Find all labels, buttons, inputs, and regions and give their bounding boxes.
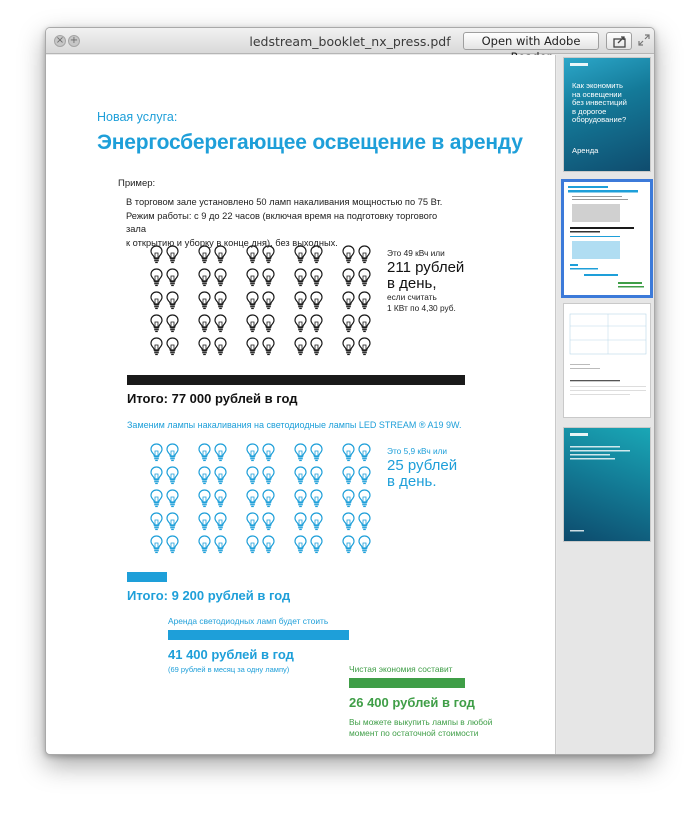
thumbnail-line: оборудование? xyxy=(572,115,627,124)
incandescent-bulb-icon xyxy=(358,268,371,287)
led-bulb-icon xyxy=(166,489,179,508)
incandescent-bulb-icon xyxy=(150,245,163,264)
led-note-top: Это 5,9 кВч или xyxy=(387,446,448,456)
led-amount-line2: в день. xyxy=(387,473,437,490)
led-bulb-icon xyxy=(294,489,307,508)
incandescent-note-bottom: если считать xyxy=(387,292,437,302)
incandescent-bulb-icon xyxy=(246,291,259,310)
share-button[interactable] xyxy=(606,32,632,50)
led-bulb-icon xyxy=(294,466,307,485)
incandescent-bulb-icon xyxy=(310,291,323,310)
led-bulb-icon xyxy=(214,466,227,485)
incandescent-amount-line2: в день, xyxy=(387,275,437,292)
led-bulb-icon xyxy=(262,512,275,531)
led-bulb-icon xyxy=(358,443,371,462)
incandescent-bulb-icon xyxy=(150,337,163,356)
led-bulb-icon xyxy=(358,535,371,554)
thumbnail-line: на освещении xyxy=(572,89,622,99)
led-bulb-icon xyxy=(310,466,323,485)
preview-window xyxy=(45,27,655,755)
led-bulb-icon xyxy=(358,489,371,508)
plus-icon: + xyxy=(69,35,79,46)
incandescent-bulb-icon xyxy=(358,245,371,264)
led-bulb-icon xyxy=(150,535,163,554)
incandescent-bulb-icon xyxy=(150,268,163,287)
led-bulb-icon xyxy=(342,535,355,554)
led-bulb-icon xyxy=(310,512,323,531)
led-bulb-icon xyxy=(310,443,323,462)
description-line: к открытию и уборку в конце дня), без выходных. xyxy=(126,237,338,248)
led-bulb-icon xyxy=(294,512,307,531)
saving-bar xyxy=(349,678,465,688)
led-bulb-icon xyxy=(214,535,227,554)
led-bulb-icon xyxy=(358,466,371,485)
incandescent-bulb-icon xyxy=(310,268,323,287)
incandescent-bulb-icon xyxy=(294,245,307,264)
replace-text: Заменим лампы накаливания на светодиодные лампы LED STREAM ® A19 9W. xyxy=(127,420,462,430)
incandescent-bulb-icon xyxy=(198,291,211,310)
led-bulb-icon xyxy=(150,443,163,462)
incandescent-bulb-icon xyxy=(342,337,355,356)
thumbnail-subtitle: Аренда xyxy=(572,146,599,155)
rent-sub: (69 рублей в месяц за одну лампу) xyxy=(168,665,290,674)
led-bulb-icon xyxy=(342,443,355,462)
incandescent-bulb-icon xyxy=(246,268,259,287)
led-bulb-icon xyxy=(342,489,355,508)
thumbnail-line: в дорогое xyxy=(572,106,607,116)
saving-note-line1: Вы можете выкупить лампы в любой xyxy=(349,717,493,727)
led-bulb-icon xyxy=(150,466,163,485)
led-amount-line1: 25 рублей xyxy=(387,457,458,474)
page-thumbnail-1[interactable] xyxy=(563,57,651,172)
rent-label: Аренда светодиодных ламп будет стоить xyxy=(168,616,329,626)
led-bulb-icon xyxy=(246,489,259,508)
incandescent-bulb-icon xyxy=(214,337,227,356)
led-bulb-icon xyxy=(214,489,227,508)
incandescent-bulb-icon xyxy=(294,314,307,333)
pdf-page xyxy=(46,55,556,755)
incandescent-bulb-icon xyxy=(310,314,323,333)
rent-amount: 41 400 рублей в год xyxy=(168,647,294,662)
led-bulb-icon xyxy=(198,443,211,462)
incandescent-total: Итого: 77 000 рублей в год xyxy=(127,391,298,406)
kicker-text: Новая услуга: xyxy=(97,110,178,124)
led-bulb-icon xyxy=(246,512,259,531)
incandescent-bulb-icon xyxy=(166,314,179,333)
led-total: Итого: 9 200 рублей в год xyxy=(127,588,291,603)
incandescent-cost-bar xyxy=(127,375,465,385)
saving-amount: 26 400 рублей в год xyxy=(349,695,475,710)
incandescent-bulb-icon xyxy=(294,337,307,356)
incandescent-bulb-icon xyxy=(294,291,307,310)
led-bulb-icon xyxy=(342,512,355,531)
incandescent-bulb-icon xyxy=(214,314,227,333)
led-bulb-icon xyxy=(166,535,179,554)
incandescent-bulb-icon xyxy=(342,268,355,287)
incandescent-bulb-icon xyxy=(214,268,227,287)
led-bulb-icon xyxy=(246,443,259,462)
close-icon: × xyxy=(55,35,65,46)
led-bulb-icon xyxy=(166,443,179,462)
saving-note-line2: момент по остаточной стоимости xyxy=(349,728,479,738)
incandescent-note-top: Это 49 кВч или xyxy=(387,248,445,258)
incandescent-bulb-icon xyxy=(198,268,211,287)
led-bulb-icon xyxy=(310,489,323,508)
led-bulb-icon xyxy=(310,535,323,554)
led-bulb-icon xyxy=(262,489,275,508)
incandescent-bulb-icon xyxy=(358,291,371,310)
incandescent-bulb-icon xyxy=(166,337,179,356)
incandescent-bulb-icon xyxy=(358,314,371,333)
share-icon xyxy=(613,35,627,48)
thumbnail-line: Как экономить xyxy=(572,81,623,90)
incandescent-bulb-icon xyxy=(310,337,323,356)
incandescent-bulb-icon xyxy=(198,314,211,333)
thumbnail-page-preview xyxy=(564,428,651,542)
open-with-adobe-reader-button[interactable]: Open with Adobe xyxy=(463,32,599,50)
page-thumbnail-2[interactable] xyxy=(561,179,653,298)
incandescent-bulb-icon xyxy=(166,268,179,287)
incandescent-bulb-icon xyxy=(262,245,275,264)
incandescent-bulb-icon xyxy=(262,291,275,310)
incandescent-bulb-icon xyxy=(150,314,163,333)
incandescent-bulb-icon xyxy=(262,314,275,333)
incandescent-bulb-icon xyxy=(198,337,211,356)
thumbnail-title xyxy=(572,82,646,125)
document-title: ledstream_booklet_nx_press.pdf xyxy=(249,34,451,49)
description-line: В торговом зале установлено 50 ламп накаливания мощностью по 75 Вт. xyxy=(126,197,443,207)
thumbnail-line: без инвестиций xyxy=(572,98,627,107)
incandescent-bulb-icon xyxy=(246,245,259,264)
page-thumbnail-3[interactable] xyxy=(563,303,651,418)
led-bulb-icon xyxy=(198,512,211,531)
led-bulb-icon xyxy=(294,443,307,462)
thumbnail-page-preview xyxy=(564,304,651,418)
incandescent-bulb-icon xyxy=(198,245,211,264)
incandescent-bulb-icon xyxy=(214,291,227,310)
led-bulb-icon xyxy=(214,512,227,531)
incandescent-bulb-icon xyxy=(246,337,259,356)
led-bulb-icon xyxy=(166,512,179,531)
led-bulb-icon xyxy=(294,535,307,554)
page-title: Энергосберегающее освещение в аренду xyxy=(97,131,523,154)
led-bulb-icon xyxy=(262,466,275,485)
incandescent-bulb-icon xyxy=(294,268,307,287)
logo-icon xyxy=(570,63,588,66)
incandescent-bulb-icon xyxy=(310,245,323,264)
led-bulb-icon xyxy=(262,443,275,462)
incandescent-bulb-icon xyxy=(166,245,179,264)
fullscreen-icon[interactable] xyxy=(638,34,650,46)
led-bulb-icon xyxy=(358,512,371,531)
description xyxy=(126,196,456,250)
incandescent-bulb-icon xyxy=(358,337,371,356)
rent-cost-bar xyxy=(168,630,349,640)
thumbnail-sidebar xyxy=(557,55,655,755)
incandescent-bulb-icon xyxy=(246,314,259,333)
incandescent-bulb-icon xyxy=(150,291,163,310)
description-line: Режим работы: с 9 до 22 часов (включая время на подготовку торгового зала xyxy=(126,210,438,234)
led-bulb-icon xyxy=(166,466,179,485)
incandescent-note-rate: 1 КВт по 4,30 руб. xyxy=(387,303,456,313)
incandescent-bulb-icon xyxy=(342,245,355,264)
incandescent-bulb-icon xyxy=(262,268,275,287)
led-bulb-icon xyxy=(198,535,211,554)
example-label: Пример: xyxy=(118,178,156,189)
incandescent-bulb-icon xyxy=(214,245,227,264)
thumbnail-page-preview xyxy=(564,182,650,295)
led-bulb-icon xyxy=(246,535,259,554)
led-bulb-icon xyxy=(214,443,227,462)
page-thumbnail-4[interactable] xyxy=(563,427,651,542)
incandescent-bulb-icon xyxy=(342,291,355,310)
led-cost-bar xyxy=(127,572,167,582)
led-bulb-icon xyxy=(342,466,355,485)
saving-label: Чистая экономия составит xyxy=(349,664,453,674)
led-bulb-icon xyxy=(198,466,211,485)
led-bulb-icon xyxy=(198,489,211,508)
incandescent-amount-line1: 211 рублей xyxy=(387,259,465,276)
incandescent-bulb-icon xyxy=(262,337,275,356)
title-bar xyxy=(46,28,654,54)
incandescent-bulb-icon xyxy=(342,314,355,333)
led-bulb-icon xyxy=(246,466,259,485)
led-bulb-icon xyxy=(150,512,163,531)
led-bulb-icon xyxy=(150,489,163,508)
incandescent-bulb-icon xyxy=(166,291,179,310)
led-bulb-icon xyxy=(262,535,275,554)
